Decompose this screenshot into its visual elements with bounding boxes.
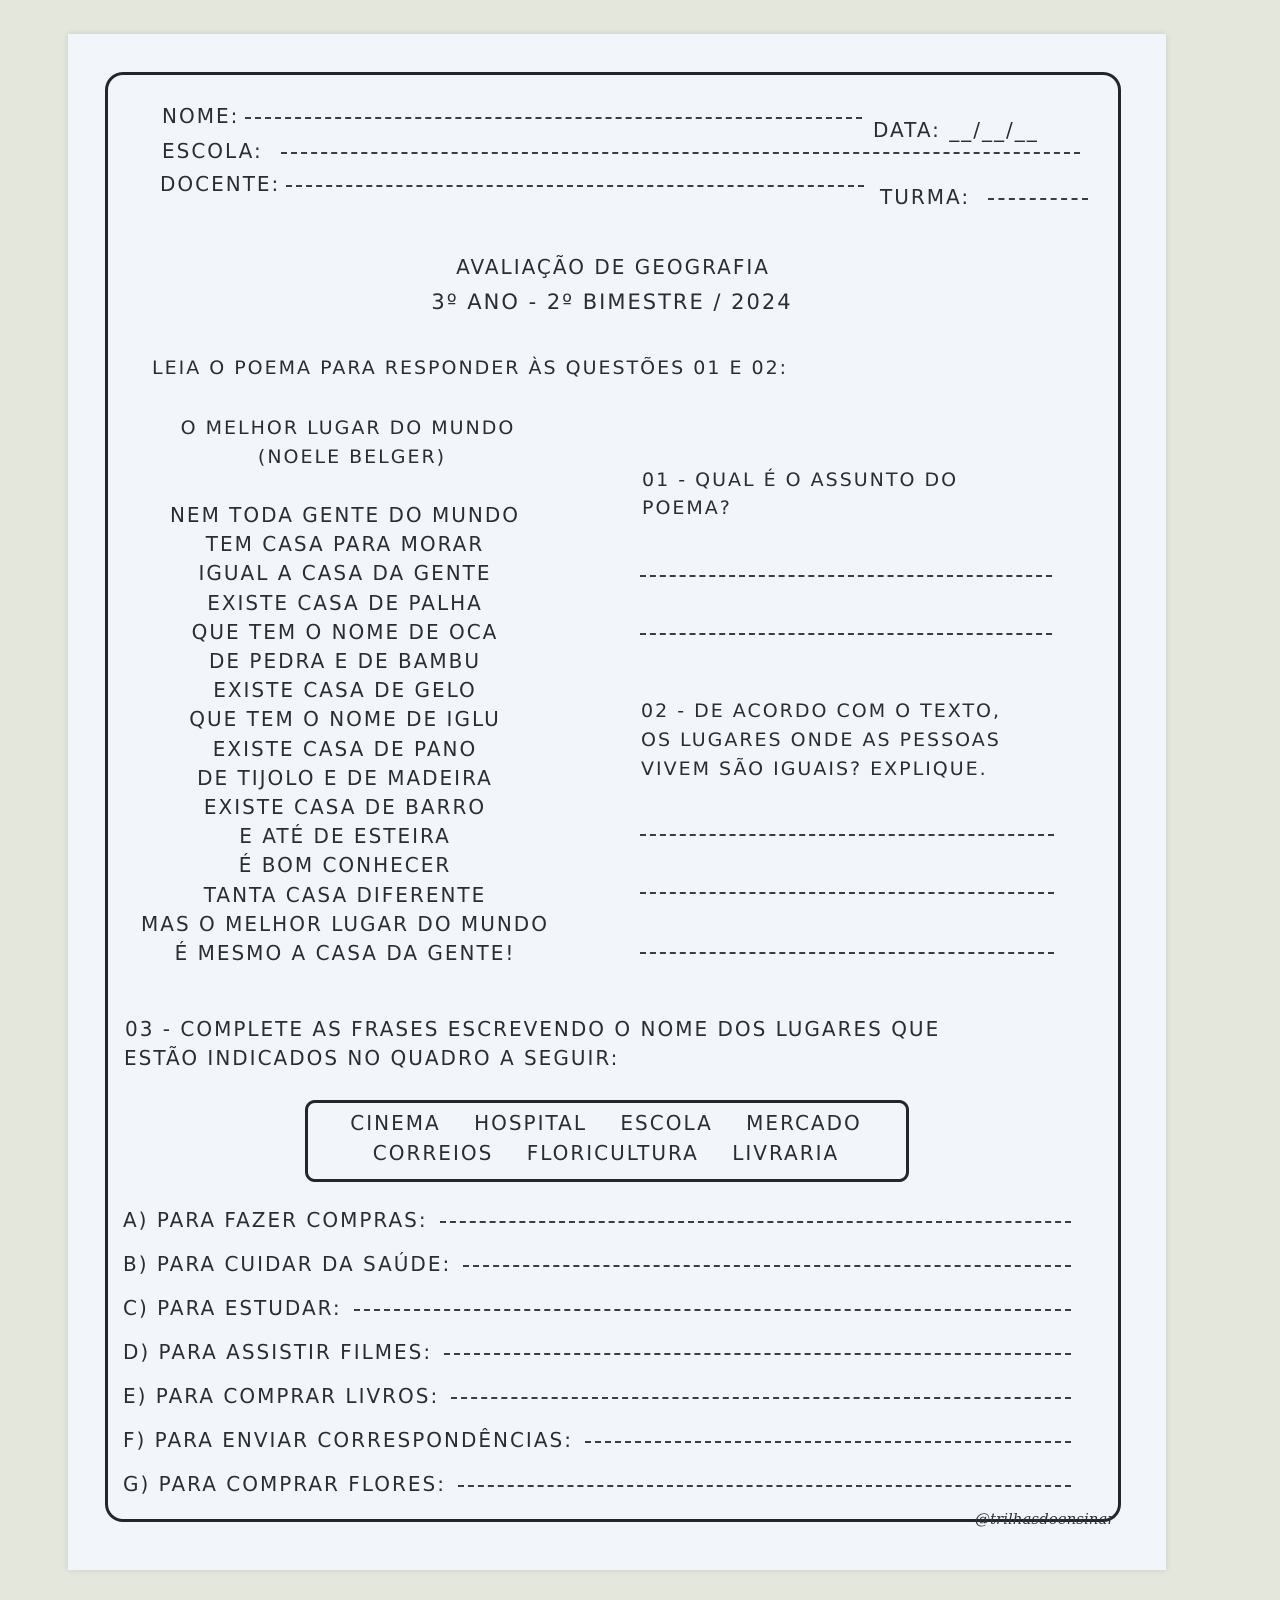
page-title: AVALIAÇÃO DE GEOGRAFIA [456, 255, 770, 279]
poem-author: (NOELE BELGER) [257, 446, 447, 468]
question-2-line: OS LUGARES ONDE AS PESSOAS [641, 729, 1001, 751]
name-field[interactable] [162, 104, 862, 128]
answer-line [451, 1397, 1071, 1399]
poem-line: MAS O MELHOR LUGAR DO MUNDO [141, 911, 549, 936]
completion-item[interactable] [123, 1296, 1071, 1320]
item-label: F) PARA ENVIAR CORRESPONDÊNCIAS: [123, 1428, 573, 1452]
school-line [281, 152, 1080, 154]
watermark: @trilhasdoensinar [975, 1510, 1115, 1528]
answer-line[interactable] [640, 575, 1052, 577]
completion-item[interactable] [123, 1428, 1071, 1452]
item-label: D) PARA ASSISTIR FILMES: [123, 1340, 433, 1364]
class-line [988, 198, 1088, 200]
answer-line [440, 1221, 1071, 1223]
answer-line [458, 1485, 1071, 1487]
question-3-line: 03 - COMPLETE AS FRASES ESCREVENDO O NOME DOS LUGARES QUE [125, 1017, 941, 1041]
item-label: A) PARA FAZER COMPRAS: [123, 1208, 428, 1232]
places-row-1: CINEMA HOSPITAL ESCOLA MERCADO [350, 1111, 862, 1135]
school-label: ESCOLA: [162, 139, 263, 163]
question-1-line: 01 - QUAL É O ASSUNTO DO [642, 469, 959, 491]
name-line [245, 117, 862, 119]
question-2-line: 02 - DE ACORDO COM O TEXTO, [641, 700, 1002, 722]
item-label: B) PARA CUIDAR DA SAÚDE: [123, 1252, 452, 1276]
answer-line [463, 1265, 1071, 1267]
places-row-2: CORREIOS FLORICULTURA LIVRARIA [372, 1141, 840, 1165]
poem-title: O MELHOR LUGAR DO MUNDO [180, 417, 516, 439]
poem-line: É MESMO A CASA DA GENTE! [174, 941, 516, 965]
answer-line[interactable] [640, 633, 1052, 635]
poem-line: EXISTE CASA DE BARRO [203, 795, 487, 819]
answer-line [444, 1353, 1071, 1355]
teacher-line [286, 185, 864, 187]
completion-item[interactable] [123, 1384, 1071, 1408]
completion-item[interactable] [123, 1340, 1071, 1364]
question-3-line: ESTÃO INDICADOS NO QUADRO A SEGUIR: [124, 1046, 620, 1070]
teacher-label: DOCENTE: [160, 172, 281, 196]
poem-line: É BOM CONHECER [238, 853, 452, 878]
poem-line: TEM CASA PARA MORAR [205, 532, 485, 557]
poem-line: EXISTE CASA DE PANO [212, 736, 478, 761]
poem-line: DE PEDRA E DE BAMBU [208, 649, 482, 673]
name-label: NOME: [162, 104, 240, 128]
answer-line [354, 1309, 1071, 1311]
poem-line: NEM TODA GENTE DO MUNDO [169, 503, 521, 527]
instruction: LEIA O POEMA PARA RESPONDER ÀS QUESTÕES 01 E 02: [152, 357, 789, 379]
poem-line: IGUAL A CASA DA GENTE [198, 561, 492, 586]
answer-line[interactable] [640, 834, 1054, 836]
poem-line: EXISTE CASA DE PALHA [207, 590, 483, 615]
class-field[interactable] [880, 185, 1088, 209]
poem-line: TANTA CASA DIFERENTE [203, 882, 487, 907]
page-subtitle: 3º ANO - 2º BIMESTRE / 2024 [431, 290, 793, 314]
question-1-line: POEMA? [642, 497, 732, 519]
poem-line: E ATÉ DE ESTEIRA [239, 824, 451, 849]
item-label: C) PARA ESTUDAR: [123, 1296, 342, 1320]
poem-line: QUE TEM O NOME DE IGLU [189, 707, 501, 732]
answer-line[interactable] [640, 952, 1054, 954]
question-2-line: VIVEM SÃO IGUAIS? EXPLIQUE. [641, 758, 988, 780]
item-label: E) PARA COMPRAR LIVROS: [123, 1384, 440, 1408]
completion-item[interactable] [123, 1472, 1071, 1496]
poem-line: QUE TEM O NOME DE OCA [191, 619, 499, 644]
answer-line[interactable] [640, 892, 1054, 894]
item-label: G) PARA COMPRAR FLORES: [123, 1472, 446, 1496]
date-field: DATA: __/__/__ [873, 118, 1039, 142]
class-label: TURMA: [880, 185, 971, 209]
poem-line: DE TIJOLO E DE MADEIRA [197, 765, 493, 790]
school-field[interactable] [162, 139, 1080, 163]
completion-item[interactable] [123, 1208, 1071, 1232]
teacher-field[interactable] [160, 172, 864, 196]
answer-line [585, 1441, 1071, 1443]
completion-item[interactable] [123, 1252, 1071, 1276]
poem-line: EXISTE CASA DE GELO [213, 678, 477, 703]
